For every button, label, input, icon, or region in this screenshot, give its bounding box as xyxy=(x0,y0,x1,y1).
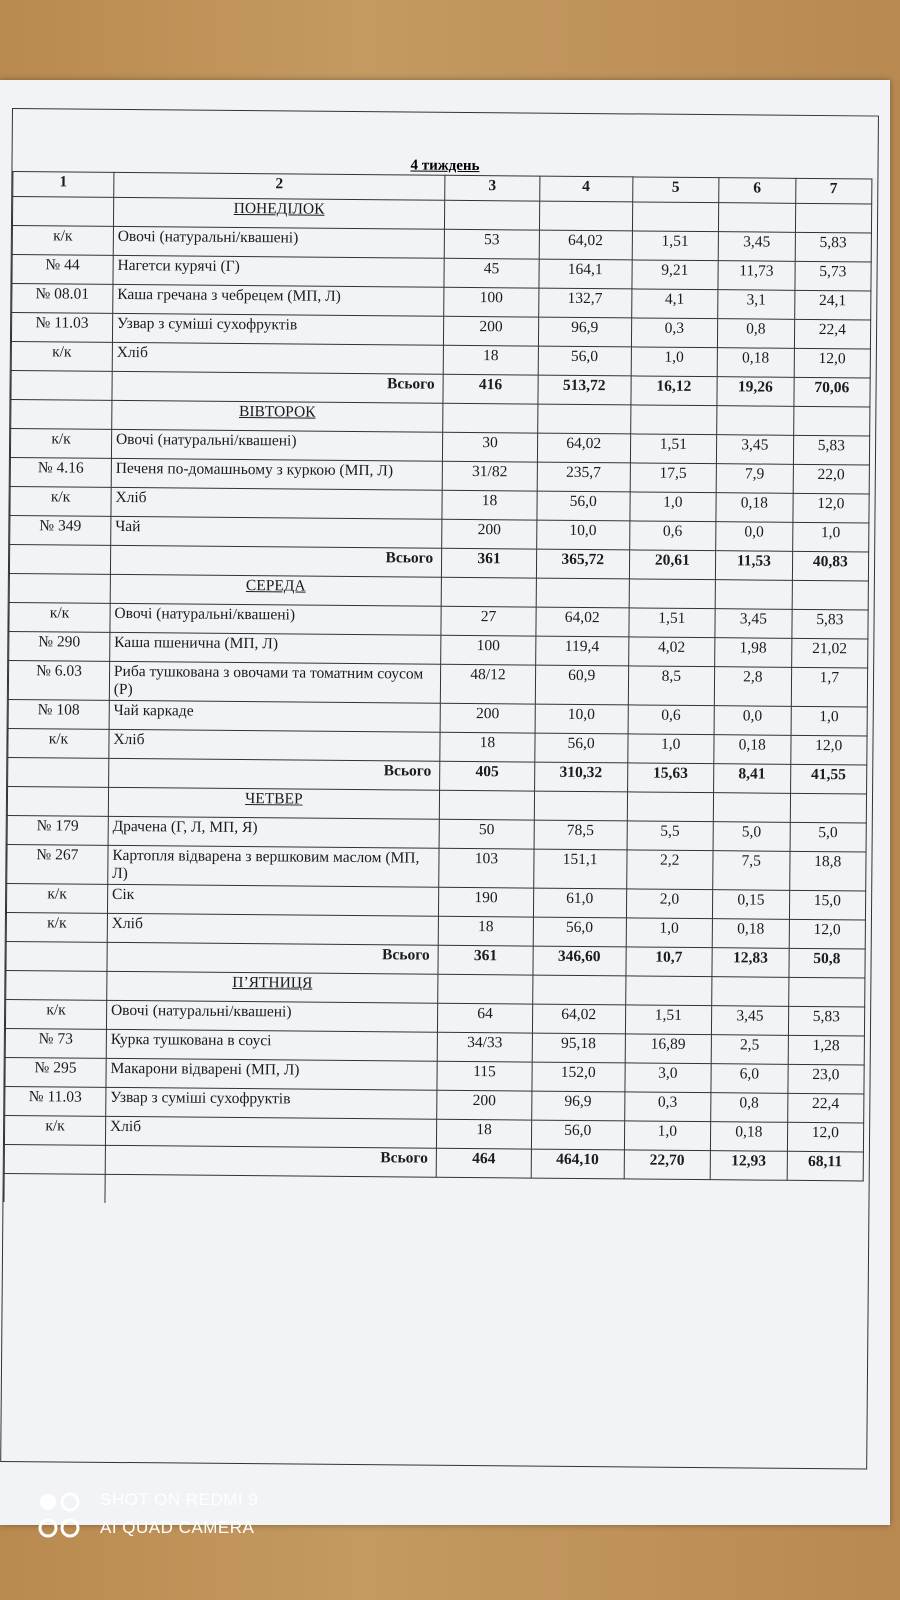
total-c6: 19,26 xyxy=(717,377,794,407)
value-c7: 22,4 xyxy=(787,1093,864,1123)
value-c3: 103 xyxy=(439,848,534,888)
value-c5: 3,0 xyxy=(624,1063,711,1093)
value-c4: 96,9 xyxy=(538,317,631,347)
empty-cell xyxy=(717,406,794,436)
value-c7: 5,83 xyxy=(795,232,872,262)
recipe-code: № 11.03 xyxy=(5,1086,106,1116)
value-c4: 132,7 xyxy=(538,288,631,318)
value-c4: 56,0 xyxy=(535,733,628,763)
value-c5: 17,5 xyxy=(630,463,717,493)
value-c4: 56,0 xyxy=(537,491,630,521)
dish-name: Риба тушкована з овочами та томатним соусом (Р) xyxy=(109,661,440,703)
recipe-code: к/к xyxy=(12,226,113,256)
total-label: Всього xyxy=(107,942,438,974)
recipe-code: к/к xyxy=(6,883,107,913)
dish-name: Каша пшенична (МП, Л) xyxy=(110,632,441,664)
value-c4: 151,1 xyxy=(533,849,626,889)
dish-name: Сік xyxy=(107,884,438,916)
value-c5: 9,21 xyxy=(631,260,718,290)
total-c3: 361 xyxy=(441,548,536,578)
value-c6: 3,45 xyxy=(712,1006,789,1036)
value-c5: 1,0 xyxy=(629,492,716,522)
value-c6: 0,18 xyxy=(714,735,791,765)
empty-cell xyxy=(8,757,109,787)
empty-cell xyxy=(11,371,112,401)
value-c6: 3,45 xyxy=(717,435,794,465)
value-c4: 64,02 xyxy=(532,1004,625,1034)
day-name: ЧЕТВЕР xyxy=(108,787,439,819)
empty-cell xyxy=(793,406,870,436)
empty-cell xyxy=(12,197,113,227)
empty-cell xyxy=(439,790,534,820)
value-c6: 2,8 xyxy=(714,667,791,707)
menu-table-body xyxy=(4,197,872,1210)
column-header: 5 xyxy=(632,177,719,203)
empty-cell xyxy=(11,400,112,430)
value-c7: 1,0 xyxy=(791,706,868,736)
dish-name: Хліб xyxy=(107,913,438,945)
recipe-code: к/к xyxy=(8,728,109,758)
value-c6: 11,73 xyxy=(718,261,795,291)
page-title: 4 тиждень xyxy=(410,157,480,175)
value-c3: 30 xyxy=(442,432,537,462)
total-c5: 10,7 xyxy=(625,947,712,977)
empty-cell xyxy=(536,578,629,608)
recipe-code: к/к xyxy=(5,999,106,1029)
value-c6: 0,8 xyxy=(711,1093,788,1123)
total-c4: 310,32 xyxy=(534,762,627,792)
empty-cell xyxy=(713,793,790,823)
dish-name: Овочі (натуральні/квашені) xyxy=(113,226,444,258)
total-c5: 15,63 xyxy=(627,763,714,793)
dish-name: Чай каркаде xyxy=(109,700,440,732)
recipe-code: № 295 xyxy=(5,1057,106,1087)
value-c7: 5,83 xyxy=(791,609,868,639)
total-c6: 8,41 xyxy=(714,764,791,794)
value-c6: 0,18 xyxy=(712,919,789,949)
value-c6: 1,98 xyxy=(715,638,792,668)
empty-cell xyxy=(4,1173,105,1202)
value-c3: 200 xyxy=(442,519,537,549)
column-header: 1 xyxy=(13,172,114,198)
dish-name: Хліб xyxy=(111,487,442,519)
value-c6: 0,18 xyxy=(717,348,794,378)
empty-cell xyxy=(6,941,107,971)
empty-row xyxy=(4,1173,863,1209)
dish-name: Узвар з суміші сухофруктів xyxy=(106,1087,437,1119)
value-c3: 190 xyxy=(438,887,533,917)
value-c7: 1,28 xyxy=(788,1035,865,1065)
value-c5: 1,0 xyxy=(624,1121,711,1151)
value-c4: 56,0 xyxy=(533,917,626,947)
value-c3: 27 xyxy=(441,606,536,636)
value-c5: 5,5 xyxy=(627,821,714,851)
recipe-code: № 11.03 xyxy=(11,313,112,343)
empty-cell xyxy=(6,970,107,1000)
value-c3: 100 xyxy=(441,635,536,665)
value-c4: 119,4 xyxy=(535,636,628,666)
empty-cell xyxy=(537,404,630,434)
empty-cell xyxy=(532,975,625,1005)
recipe-code: к/к xyxy=(10,429,111,459)
value-c6: 7,5 xyxy=(713,851,790,891)
column-header: 4 xyxy=(539,176,632,202)
dish-name: Картопля відварена з вершковим маслом (МП, Л) xyxy=(108,845,439,887)
value-c7: 5,0 xyxy=(790,822,867,852)
value-c3: 100 xyxy=(444,287,539,317)
empty-cell xyxy=(625,976,712,1006)
recipe-code: № 108 xyxy=(8,699,109,729)
value-c6: 3,45 xyxy=(715,609,792,639)
value-c7: 23,0 xyxy=(787,1064,864,1094)
recipe-code: к/к xyxy=(9,602,110,632)
recipe-code: № 44 xyxy=(12,255,113,285)
value-c3: 18 xyxy=(440,732,535,762)
value-c6: 0,18 xyxy=(716,493,793,523)
value-c7: 22,0 xyxy=(793,464,870,494)
watermark-line-2: AI QUAD CAMERA xyxy=(100,1518,255,1537)
dish-name: Нагетси курячі (Г) xyxy=(113,255,444,287)
value-c5: 4,1 xyxy=(631,289,718,319)
empty-cell xyxy=(795,203,872,233)
total-c3: 405 xyxy=(440,761,535,791)
column-header: 3 xyxy=(445,175,540,201)
value-c3: 18 xyxy=(436,1119,531,1149)
day-name: П’ЯТНИЦЯ xyxy=(107,971,438,1003)
empty-cell xyxy=(632,202,719,232)
value-c4: 164,1 xyxy=(539,259,632,289)
total-c7: 41,55 xyxy=(790,764,867,794)
dish-name: Овочі (натуральні/квашені) xyxy=(111,429,442,461)
value-c4: 64,02 xyxy=(537,433,630,463)
total-c4: 464,10 xyxy=(531,1149,624,1179)
total-c4: 346,60 xyxy=(533,946,626,976)
empty-cell xyxy=(4,1144,105,1174)
value-c4: 235,7 xyxy=(537,462,630,492)
value-c3: 200 xyxy=(437,1090,532,1120)
empty-cell xyxy=(9,544,110,574)
empty-cell xyxy=(7,786,108,816)
recipe-code: № 349 xyxy=(10,515,111,545)
day-name: ПОНЕДІЛОК xyxy=(113,197,444,229)
value-c3: 48/12 xyxy=(440,664,535,704)
total-label: Всього xyxy=(105,1145,436,1177)
empty-cell xyxy=(539,201,632,231)
value-c7: 1,0 xyxy=(792,522,869,552)
recipe-code: к/к xyxy=(4,1115,105,1145)
value-c4: 56,0 xyxy=(538,346,631,376)
total-label: Всього xyxy=(112,371,443,403)
column-header: 6 xyxy=(719,178,796,204)
value-c7: 18,8 xyxy=(789,851,866,891)
value-c7: 5,83 xyxy=(788,1006,865,1036)
value-c6: 0,8 xyxy=(718,319,795,349)
empty-cell xyxy=(443,403,538,433)
value-c4: 96,9 xyxy=(531,1091,624,1121)
total-c6: 11,53 xyxy=(716,551,793,581)
total-c7: 40,83 xyxy=(792,551,869,581)
value-c4: 61,0 xyxy=(533,888,626,918)
value-c3: 18 xyxy=(442,490,537,520)
empty-cell xyxy=(790,793,867,823)
value-c3: 200 xyxy=(443,316,538,346)
value-c4: 64,02 xyxy=(539,230,632,260)
empty-cell xyxy=(9,573,110,603)
total-c3: 361 xyxy=(438,945,533,975)
dish-name: Хліб xyxy=(109,729,440,761)
empty-cell xyxy=(441,577,536,607)
value-c5: 0,3 xyxy=(631,318,718,348)
value-c5: 16,89 xyxy=(625,1034,712,1064)
value-c6: 7,9 xyxy=(716,464,793,494)
value-c6: 6,0 xyxy=(711,1064,788,1094)
value-c6: 3,45 xyxy=(718,232,795,262)
value-c5: 1,0 xyxy=(626,918,713,948)
dish-name: Каша гречана з чебрецем (МП, Л) xyxy=(113,284,444,316)
empty-cell xyxy=(792,580,869,610)
value-c6: 2,5 xyxy=(711,1035,788,1065)
value-c7: 12,0 xyxy=(789,919,866,949)
value-c7: 12,0 xyxy=(794,348,871,378)
value-c3: 200 xyxy=(440,703,535,733)
total-c6: 12,93 xyxy=(710,1151,787,1181)
dish-name: Макарони відварені (МП, Л) xyxy=(106,1058,437,1090)
value-c7: 1,7 xyxy=(791,667,868,707)
recipe-code: № 290 xyxy=(9,631,110,661)
value-c3: 115 xyxy=(437,1061,532,1091)
value-c4: 95,18 xyxy=(532,1033,625,1063)
value-c4: 10,0 xyxy=(536,520,629,550)
value-c5: 2,0 xyxy=(626,889,713,919)
empty-cell xyxy=(534,791,627,821)
total-c5: 20,61 xyxy=(629,550,716,580)
empty-cell xyxy=(719,203,796,233)
value-c3: 31/82 xyxy=(442,461,537,491)
dish-name: Овочі (натуральні/квашені) xyxy=(110,603,441,635)
recipe-code: № 179 xyxy=(7,815,108,845)
total-label: Всього xyxy=(108,758,439,790)
total-label: Всього xyxy=(110,545,441,577)
empty-cell xyxy=(788,977,865,1007)
value-c3: 18 xyxy=(443,345,538,375)
dish-name: Чай xyxy=(111,516,442,548)
value-c5: 0,6 xyxy=(628,705,715,735)
recipe-code: № 267 xyxy=(7,844,108,884)
value-c4: 64,02 xyxy=(536,607,629,637)
value-c3: 53 xyxy=(444,229,539,259)
total-c3: 416 xyxy=(443,374,538,404)
value-c7: 12,0 xyxy=(787,1122,864,1152)
value-c4: 10,0 xyxy=(535,704,628,734)
day-name: СЕРЕДА xyxy=(110,574,441,606)
empty-cell xyxy=(629,579,716,609)
total-c5: 22,70 xyxy=(624,1150,711,1180)
dish-name: Узвар з суміші сухофруктів xyxy=(112,313,443,345)
value-c7: 12,0 xyxy=(790,735,867,765)
column-header: 7 xyxy=(795,178,872,204)
value-c4: 152,0 xyxy=(532,1062,625,1092)
value-c6: 0,0 xyxy=(716,522,793,552)
value-c7: 24,1 xyxy=(794,290,871,320)
value-c7: 15,0 xyxy=(789,890,866,920)
recipe-code: № 4.16 xyxy=(10,457,111,487)
total-c7: 68,11 xyxy=(787,1151,864,1181)
value-c7: 5,83 xyxy=(793,435,870,465)
value-c3: 64 xyxy=(437,1003,532,1033)
dish-name: Овочі (натуральні/квашені) xyxy=(106,1000,437,1032)
value-c6: 3,1 xyxy=(718,290,795,320)
recipe-code: № 08.01 xyxy=(12,284,113,314)
total-c7: 70,06 xyxy=(793,377,870,407)
total-c6: 12,83 xyxy=(712,948,789,978)
value-c4: 60,9 xyxy=(535,665,628,705)
paper-sheet xyxy=(0,80,890,1525)
total-c4: 365,72 xyxy=(536,549,629,579)
day-name: ВІВТОРОК xyxy=(112,400,443,432)
value-c3: 50 xyxy=(439,819,534,849)
value-c7: 22,4 xyxy=(794,319,871,349)
value-c6: 0,0 xyxy=(714,706,791,736)
value-c5: 4,02 xyxy=(628,637,715,667)
empty-cell xyxy=(438,974,533,1004)
value-c3: 18 xyxy=(438,916,533,946)
total-c7: 50,8 xyxy=(788,948,865,978)
value-c5: 2,2 xyxy=(626,850,713,890)
watermark-line-1: SHOT ON REDMI 9 xyxy=(100,1490,259,1509)
dish-name: Драчена (Г, Л, МП, Я) xyxy=(108,816,439,848)
total-c4: 513,72 xyxy=(538,375,631,405)
value-c5: 1,51 xyxy=(632,231,719,261)
value-c7: 12,0 xyxy=(792,493,869,523)
redmi-lens-icon xyxy=(38,1490,82,1542)
dish-name: Курка тушкована в соусі xyxy=(106,1029,437,1061)
value-c3: 34/33 xyxy=(437,1032,532,1062)
column-header: 2 xyxy=(114,172,445,200)
empty-cell xyxy=(715,580,792,610)
value-c5: 1,51 xyxy=(630,434,717,464)
value-c6: 0,15 xyxy=(713,890,790,920)
total-c3: 464 xyxy=(436,1148,531,1178)
dish-name: Хліб xyxy=(112,342,443,374)
recipe-code: № 73 xyxy=(5,1028,106,1058)
menu-document xyxy=(0,108,879,1470)
empty-cell xyxy=(444,200,539,230)
value-c3: 45 xyxy=(444,258,539,288)
empty-cell xyxy=(630,405,717,435)
dish-name: Хліб xyxy=(105,1116,436,1148)
dish-name: Печеня по-домашньому з куркою (МП, Л) xyxy=(111,458,442,490)
value-c5: 1,51 xyxy=(625,1005,712,1035)
recipe-code: к/к xyxy=(6,912,107,942)
value-c7: 5,73 xyxy=(794,261,871,291)
value-c5: 0,3 xyxy=(624,1092,711,1122)
value-c7: 21,02 xyxy=(791,638,868,668)
total-c5: 16,12 xyxy=(630,376,717,406)
value-c5: 8,5 xyxy=(628,666,715,706)
value-c4: 56,0 xyxy=(531,1120,624,1150)
recipe-code: № 6.03 xyxy=(8,660,109,700)
value-c5: 1,51 xyxy=(628,608,715,638)
empty-cell xyxy=(627,792,714,822)
value-c5: 1,0 xyxy=(627,734,714,764)
recipe-code: к/к xyxy=(10,486,111,516)
value-c6: 5,0 xyxy=(713,822,790,852)
value-c5: 1,0 xyxy=(631,347,718,377)
menu-table xyxy=(3,171,872,1209)
recipe-code: к/к xyxy=(11,342,112,372)
value-c6: 0,18 xyxy=(711,1122,788,1152)
empty-cell xyxy=(712,977,789,1007)
value-c5: 0,6 xyxy=(629,521,716,551)
value-c4: 78,5 xyxy=(534,820,627,850)
empty-cell xyxy=(105,1174,863,1209)
